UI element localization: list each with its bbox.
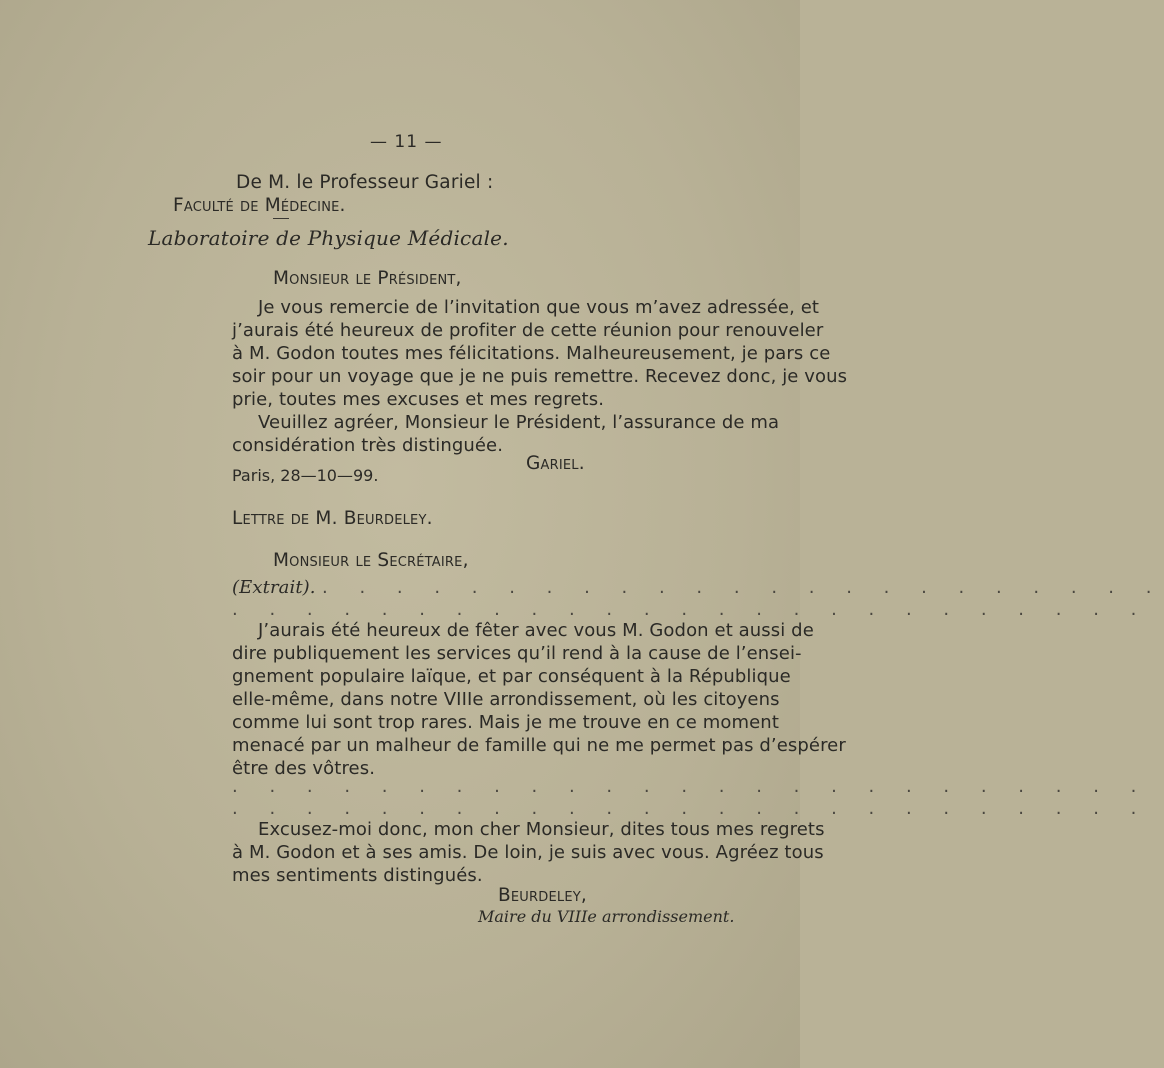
letter2-signature: Beurdeley,	[498, 885, 587, 906]
letter2-line: être des vôtres.	[232, 758, 376, 779]
letter2-line: comme lui sont trop rares. Mais je me trouve en ce moment	[232, 712, 779, 733]
letter1-salutation: Monsieur le Président,	[273, 268, 462, 289]
page-number: — 11 —	[370, 132, 443, 152]
letter1-line: considération très distinguée.	[232, 435, 504, 456]
letter2-line: elle-même, dans notre VIIIe arrondissement, où les citoyens	[232, 689, 780, 710]
letter1-signature: Gariel.	[526, 453, 585, 474]
letter1-line: à M. Godon toutes mes félicitations. Malheureusement, je pars ce	[232, 343, 831, 364]
ellipsis-dots: . . . . . . . . . . . . . . . . . . . . . . . . .	[232, 776, 1150, 797]
letter1-line: prie, toutes mes excuses et mes regrets.	[232, 389, 605, 410]
letter2-line: dire publiquement les services qu’il rend à la cause de l’ensei-	[232, 643, 802, 664]
letter2-line: menacé par un malheur de famille qui ne me permet pas d’espérer	[232, 735, 846, 756]
letter2-salutation: Monsieur le Secrétaire,	[273, 550, 469, 571]
letter1-from-line: De M. le Professeur Gariel :	[236, 172, 494, 193]
separator-dash	[273, 218, 289, 219]
letter2-line: gnement populaire laïque, et par conséquent à la République	[232, 666, 791, 687]
letter1-laboratory: Laboratoire de Physique Médicale.	[148, 226, 509, 250]
letter2-closing-line: à M. Godon et à ses amis. De loin, je suis avec vous. Agréez tous	[232, 842, 824, 863]
letter2-line: J’aurais été heureux de fêter avec vous M. Godon et aussi de	[258, 620, 814, 641]
letter1-line: Je vous remercie de l’invitation que vous m’avez adressée, et	[258, 297, 820, 318]
letter2-from-line: Lettre de M. Beurdeley.	[232, 508, 433, 529]
ellipsis-dots: . . . . . . . . . . . . . . . . . . . . . . .	[322, 577, 1164, 598]
ellipsis-dots: . . . . . . . . . . . . . . . . . . . . . . . . .	[232, 599, 1150, 620]
letter1-date: Paris, 28—10—99.	[232, 466, 379, 485]
letter2-closing-line: mes sentiments distingués.	[232, 865, 483, 886]
ellipsis-dots: . . . . . . . . . . . . . . . . . . . . . . . . .	[232, 798, 1150, 819]
letter1-line: Veuillez agréer, Monsieur le Président, l’assurance de ma	[258, 412, 780, 433]
letter1-institution: Faculté de Médecine.	[173, 195, 346, 216]
letter1-line: j’aurais été heureux de profiter de cette réunion pour renouveler	[232, 320, 824, 341]
letter2-closing-line: Excusez-moi donc, mon cher Monsieur, dites tous mes regrets	[258, 819, 825, 840]
letter1-line: soir pour un voyage que je ne puis remettre. Recevez donc, je vous	[232, 366, 848, 387]
letter2-extract-label: (Extrait).	[232, 577, 316, 598]
letter2-signature-title: Maire du VIIIe arrondissement.	[478, 907, 735, 926]
